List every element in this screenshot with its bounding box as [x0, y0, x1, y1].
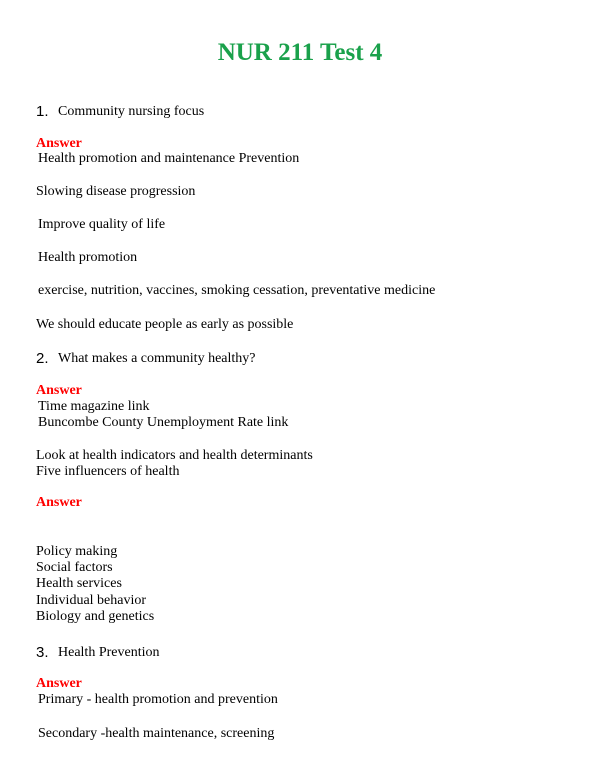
answer-line: Individual behavior: [36, 593, 147, 608]
answer-label: Answer: [36, 676, 82, 691]
question-text: What makes a community healthy?: [58, 351, 256, 366]
answer-line: exercise, nutrition, vaccines, smoking cessation, preventative medicine: [38, 283, 436, 298]
question-number: 3.: [36, 644, 49, 661]
answer-label: Answer: [36, 136, 82, 151]
answer-line: Secondary -health maintenance, screening: [38, 726, 275, 741]
answer-line: Health promotion: [38, 250, 138, 265]
answer-line: Biology and genetics: [36, 609, 155, 624]
answer-line: Look at health indicators and health determinants: [36, 448, 313, 463]
answer-line: Time magazine link: [38, 399, 150, 414]
page-title: NUR 211 Test 4: [217, 39, 383, 66]
answer-line: Improve quality of life: [38, 217, 166, 232]
answer-label: Answer: [36, 495, 82, 510]
question-number: 2.: [36, 350, 49, 367]
answer-line: Buncombe County Unemployment Rate link: [38, 415, 289, 430]
question-text: Community nursing focus: [58, 104, 205, 119]
answer-line: We should educate people as early as possible: [36, 317, 294, 332]
answer-line: Health services: [36, 576, 122, 591]
answer-line: Primary - health promotion and prevention: [38, 692, 278, 707]
question-text: Health Prevention: [58, 645, 160, 660]
question-number: 1.: [36, 103, 49, 120]
answer-line: Social factors: [36, 560, 113, 575]
answer-line: Health promotion and maintenance Prevention: [38, 151, 300, 166]
answer-line: Five influencers of health: [36, 464, 180, 479]
answer-line: Policy making: [36, 544, 118, 559]
answer-line: Slowing disease progression: [36, 184, 196, 199]
answer-label: Answer: [36, 383, 82, 398]
